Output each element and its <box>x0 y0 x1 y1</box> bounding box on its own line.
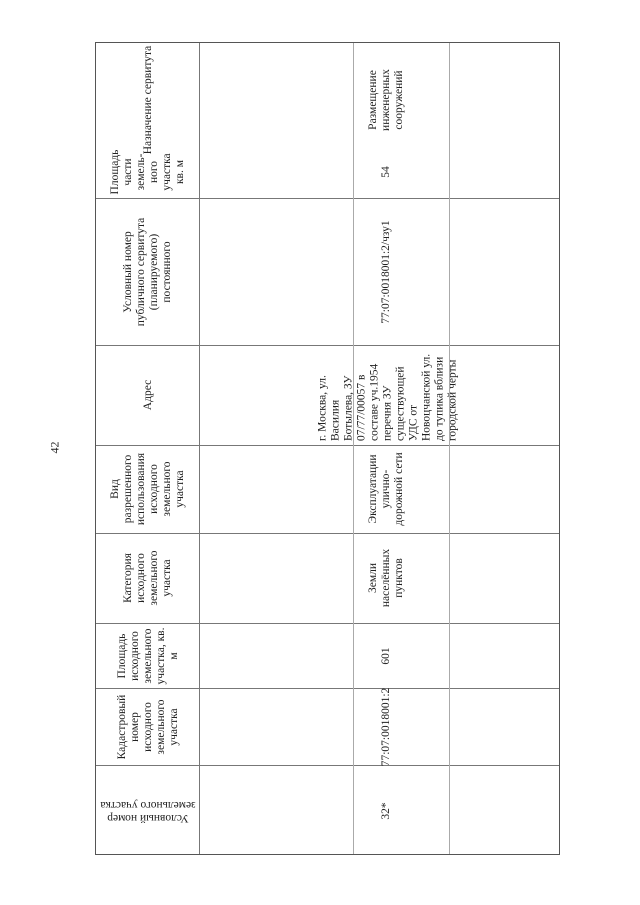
cell-servitude-number: 77:07:0018001:2/чзу1 <box>379 220 392 324</box>
header-conditional-number: Условный номер земельного участка <box>100 799 196 824</box>
header-permitted-use: Вид разрешенного использования исходного земельного участка <box>109 452 186 526</box>
header-category: Категория исходного земельного участка <box>122 550 173 606</box>
cell-source-area: 601 <box>379 647 392 665</box>
cell-conditional-number: 32* <box>379 802 392 820</box>
cell-purpose: Размещение инженерных сооружений <box>366 69 405 131</box>
header-cadastral: Кадастровый номер исходного земельного участка <box>115 694 180 760</box>
cell-cadastral: 77:07:0018001:2 <box>379 687 392 767</box>
page-number: 42 <box>47 441 62 454</box>
cell-address: г. Москва, ул. Василия Ботылева, ЗУ 07/77/00057 в составе уч.1954 перечня ЗУ существующей УДС от Новоцчанской ул. до тупика вблизи городской черты <box>316 353 459 441</box>
cell-part-area: 54 <box>379 166 392 178</box>
header-servitude-number: Условный номер публичного сервитута (планируемого) постоянного <box>122 217 173 327</box>
header-purpose: Назначение сервитута <box>141 45 154 155</box>
header-address: Адрес <box>141 379 154 411</box>
cell-category: Земли населённых пунктов <box>366 548 405 608</box>
servitude-table <box>95 42 560 855</box>
header-source-area: Площадь исходного земельного участка, кв. м <box>115 627 180 685</box>
header-part-area: Площадь части земель-ного участка кв. м <box>109 149 186 195</box>
cell-permitted-use: Эксплуатации улично-дорожной сети <box>366 452 405 526</box>
